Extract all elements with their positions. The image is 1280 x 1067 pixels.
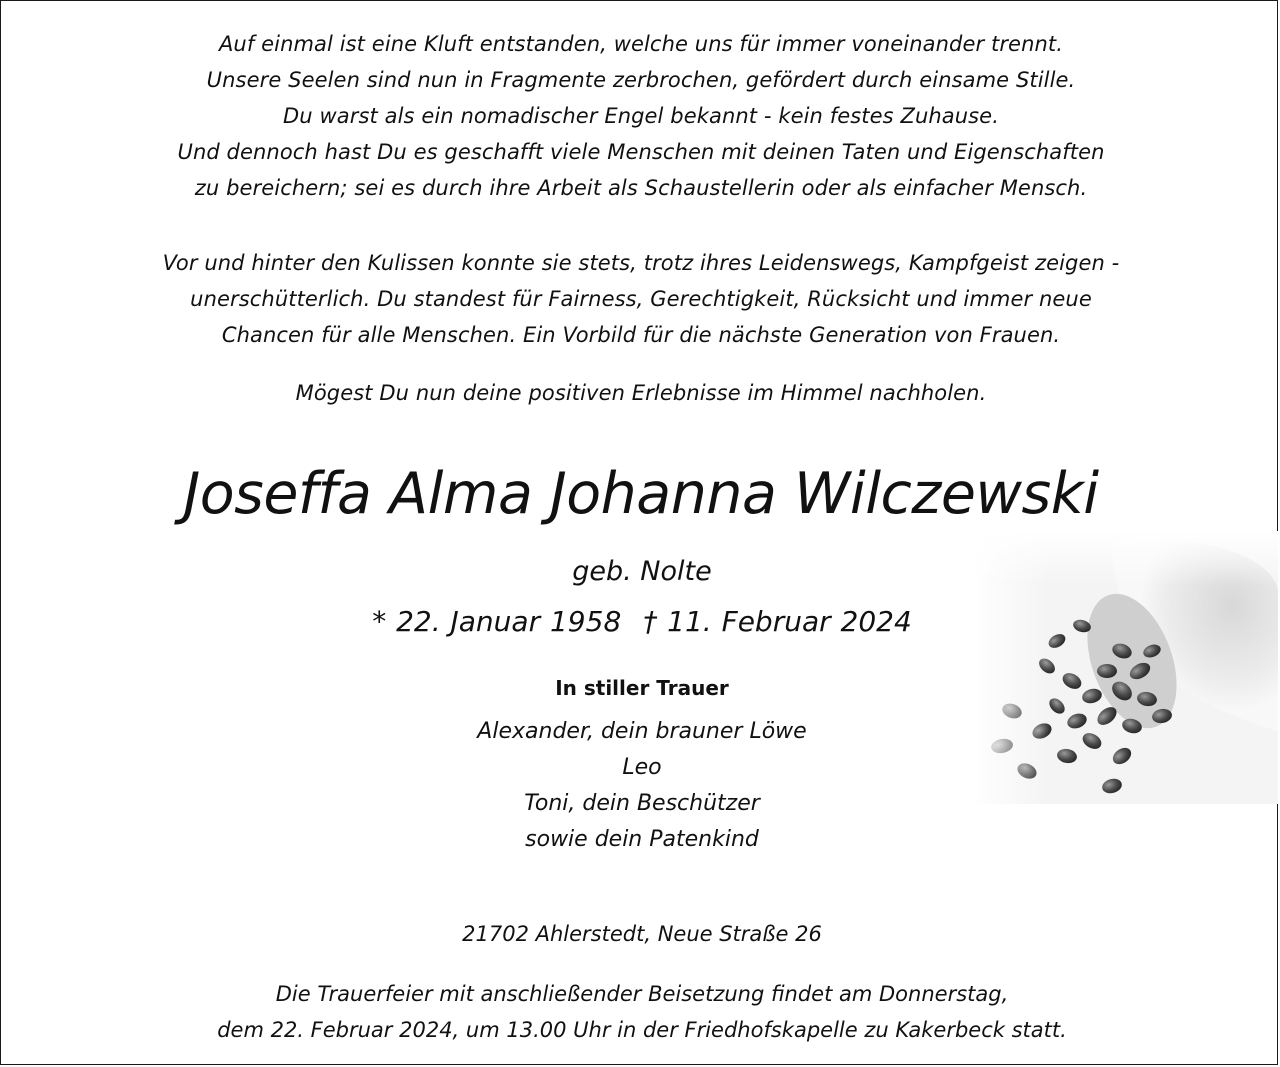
poem-stanza-2 [1,245,1280,353]
poem-line: Und dennoch hast Du es geschafft viele Menschen mit deinen Taten und Eigenschaften [177,140,1105,164]
mourner-name: sowie dein Patenkind [525,827,759,852]
address: 21702 Ahlerstedt, Neue Straße 26 [462,922,822,946]
mourner-name: Toni, dein Beschützer [524,791,760,816]
birth-date: * 22. Januar 1958 [372,605,622,638]
mourners-list [1,714,1280,858]
death-date: † 11. Februar 2024 [643,605,912,638]
poem-line: unerschütterlich. Du standest für Fairness, Gerechtigkeit, Rücksicht und immer neue [190,287,1092,311]
ceremony-line: dem 22. Februar 2024, um 13.00 Uhr in der Friedhofskapelle zu Kakerbeck statt. [217,1018,1067,1042]
poem-line: Du warst als ein nomadischer Engel bekannt - kein festes Zuhause. [283,104,999,128]
poem-line: Chancen für alle Menschen. Ein Vorbild für die nächste Generation von Frauen. [221,323,1061,347]
deceased-name: Joseffa Alma Johanna Wilczewski [183,461,1099,527]
poem-line: zu bereichern; sei es durch ihre Arbeit als Schaustellerin oder als einfacher Mensch. [194,176,1088,200]
poem-line: Vor und hinter den Kulissen konnte sie stets, trotz ihres Leidenswegs, Kampfgeist zeigen - [162,251,1120,275]
ceremony-info [1,976,1280,1048]
life-dates [1,603,1280,641]
mourner-name: Leo [622,755,662,780]
poem-line: Auf einmal ist eine Kluft entstanden, welche uns für immer voneinander trennt. [218,32,1064,56]
mourner-name: Alexander, dein brauner Löwe [477,719,807,744]
birth-name: geb. Nolte [572,556,712,587]
poem-stanza-1 [1,26,1280,206]
mourners-heading: In stiller Trauer [555,676,729,700]
poem-closing: Mögest Du nun deine positiven Erlebnisse im Himmel nachholen. [295,381,987,405]
poem-line: Unsere Seelen sind nun in Fragmente zerbrochen, gefördert durch einsame Stille. [206,68,1076,92]
ceremony-line: Die Trauerfeier mit anschließender Beisetzung findet am Donnerstag, [275,982,1009,1006]
